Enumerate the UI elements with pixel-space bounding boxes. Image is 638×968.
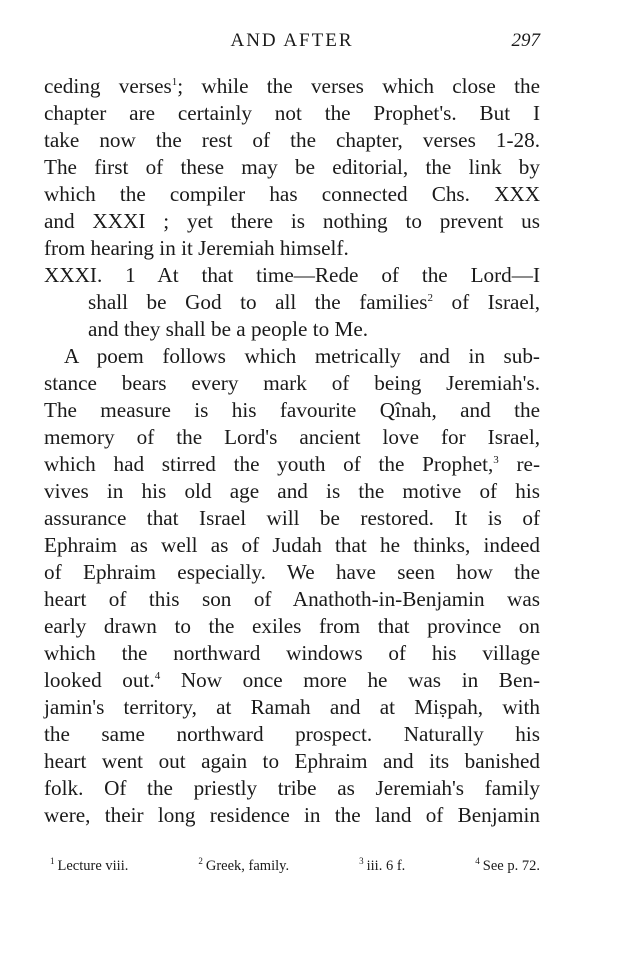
- page-number: 297: [511, 30, 540, 51]
- footnote-marker: 2: [427, 291, 433, 304]
- text-line: Ephraim as well as of Judah that he thinks, indeed: [44, 533, 540, 557]
- text-line: which the northward windows of his village: [44, 641, 540, 665]
- footnote: $^2$ Greek, family.: [198, 856, 290, 874]
- text-line: A poem follows which metrically and in sub-: [64, 344, 540, 368]
- footnote-marker: 3: [493, 453, 499, 466]
- text-line: were, their long residence in the land of Benjamin: [44, 803, 540, 827]
- text-line: heart went out again to Ephraim and its banished: [44, 749, 540, 773]
- text-line: the same northward prospect. Naturally his: [44, 722, 540, 746]
- verse-line: XXXI. 1 At that time—Rede of the Lord—I: [44, 263, 540, 287]
- text-line: and XXXI ; yet there is nothing to prevent us: [44, 209, 540, 233]
- footnote: $^3$ iii. 6 f.: [359, 856, 406, 874]
- text-line: early drawn to the exiles from that province on: [44, 614, 540, 638]
- text-line: heart of this son of Anathoth-in-Benjamin was: [44, 587, 540, 611]
- verse-line: shall be God to all the families$^2$ of Israel,: [88, 290, 541, 314]
- text-line: The first of these may be editorial, the link by: [44, 155, 540, 179]
- verse-line: and they shall be a people to Me.: [88, 317, 369, 341]
- footnote: $^1$ Lecture viii.: [50, 856, 129, 874]
- text-line: looked out.$^4$ Now once more he was in Ben-: [44, 668, 540, 692]
- text-line: folk. Of the priestly tribe as Jeremiah's family: [44, 776, 540, 800]
- text-line: stance bears every mark of being Jeremiah's.: [44, 371, 540, 395]
- footnote-marker: 4: [154, 669, 161, 682]
- text-line: of Ephraim especially. We have seen how the: [44, 560, 540, 584]
- text-line: memory of the Lord's ancient love for Israel,: [44, 425, 540, 449]
- text-line: jamin's territory, at Ramah and at Miṣpah, with: [44, 695, 540, 719]
- text-line: vives in his old age and is the motive of his: [44, 479, 540, 503]
- text-line: The measure is his favourite Qînah, and the: [44, 398, 540, 422]
- page-header: [44, 28, 540, 58]
- footnotes: [50, 858, 540, 875]
- footnote-marker: 1: [171, 75, 178, 88]
- text-line: take now the rest of the chapter, verses 1-28.: [44, 128, 540, 152]
- text-line: assurance that Israel will be restored. It is of: [44, 506, 540, 530]
- text-line: ceding verses$^1$; while the verses which close the: [44, 74, 540, 98]
- text-line: from hearing in it Jeremiah himself.: [44, 236, 349, 260]
- running-head: AND AFTER: [230, 30, 354, 51]
- text-line: which had stirred the youth of the Prophet,$^3$ re-: [44, 452, 540, 476]
- text-line: which the compiler has connected Chs. XXX: [44, 182, 540, 206]
- footnote: $^4$ See p. 72.: [475, 856, 540, 874]
- body-text: [44, 73, 540, 829]
- text-line: chapter are certainly not the Prophet's. But I: [44, 101, 540, 125]
